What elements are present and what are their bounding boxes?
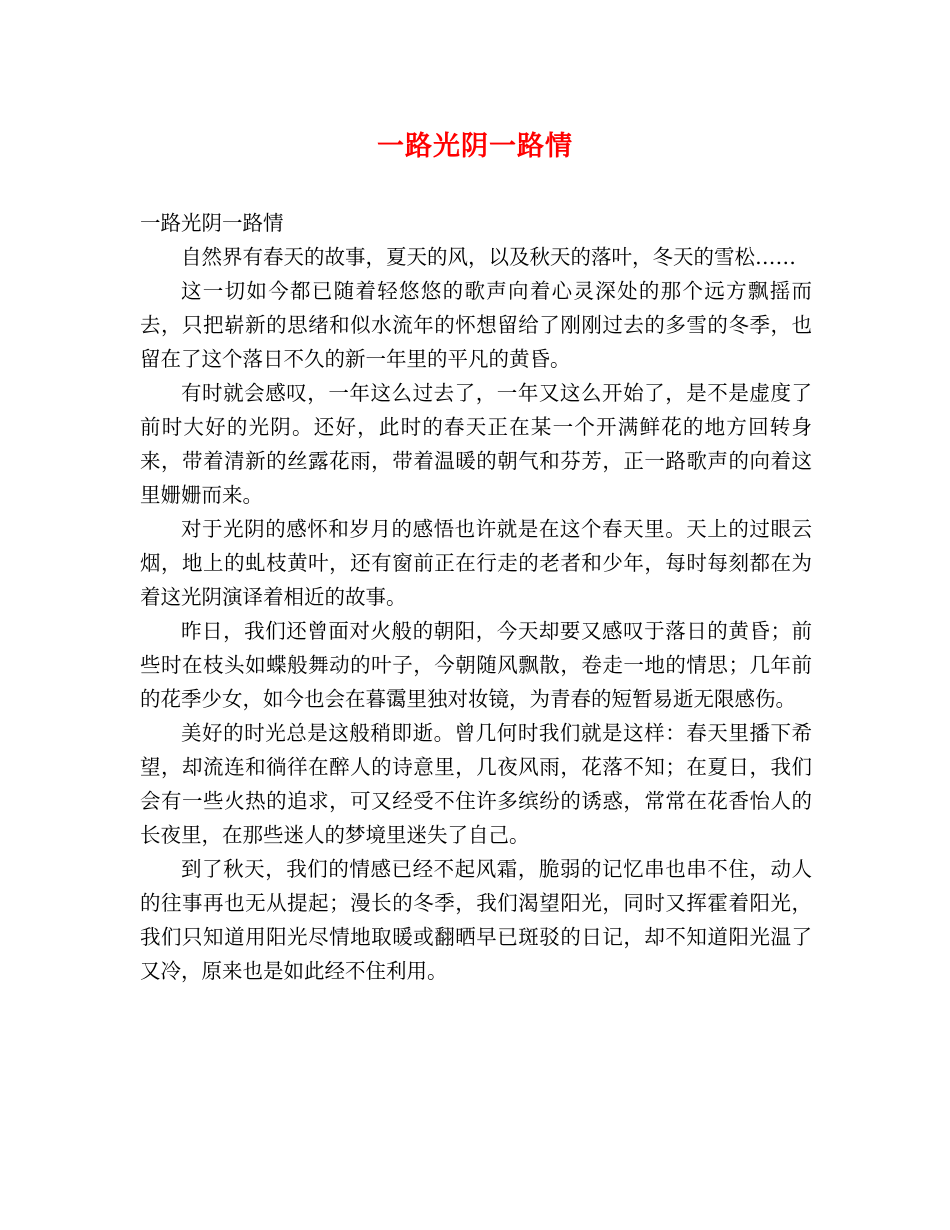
paragraph-1: 自然界有春天的故事，夏天的风，以及秋天的落叶，冬天的雪松…… — [181, 245, 796, 269]
document-title: 一路光阴一路情 — [377, 131, 573, 162]
paragraph-6: 美好的时光总是这般稍即逝。曾几何时我们就是这样：春天里播下希望，却流连和徜徉在醉人的诗意里，几夜风雨，花落不知；在夏日，我们会有一些火热的追求，可又经受不住许多缤纷的诱惑，常常在花香怡人的长夜里，在那些迷人的梦境里迷失了自己。 — [140, 721, 812, 847]
paragraph-7: 到了秋天，我们的情感已经不起风霜，脆弱的记忆串也串不住，动人的往事再也无从提起；漫长的冬季，我们渴望阳光，同时又挥霍着阳光，我们只知道用阳光尽情地取暖或翻晒早已斑驳的日记，却不知道阳光温了又冷，原来也是如此经不住利用。 — [140, 857, 812, 983]
paragraph-5: 昨日，我们还曾面对火般的朝阳，今天却要又感叹于落日的黄昏；前些时在枝头如蝶般舞动的叶子，今朝随风飘散，卷走一地的情思；几年前的花季少女，如今也会在暮霭里独对妆镜，为青春的短暂易逝无限感伤。 — [140, 619, 812, 711]
paragraph-2: 这一切如今都已随着轻悠悠的歌声向着心灵深处的那个远方飘摇而去，只把崭新的思绪和似水流年的怀想留给了刚刚过去的多雪的冬季，也留在了这个落日不久的新一年里的平凡的黄昏。 — [140, 279, 812, 371]
document-body — [140, 206, 812, 988]
paragraph-4: 对于光阴的感怀和岁月的感悟也许就是在这个春天里。天上的过眼云烟，地上的虬枝黄叶，还有窗前正在行走的老者和少年，每时每刻都在为着这光阴演译着相近的故事。 — [140, 517, 812, 609]
document-subtitle: 一路光阴一路情 — [140, 211, 284, 235]
paragraph-3: 有时就会感叹，一年这么过去了，一年又这么开始了，是不是虚度了前时大好的光阴。还好，此时的春天正在某一个开满鲜花的地方回转身来，带着清新的丝露花雨，带着温暖的朝气和芬芳，正一路歌声的向着这里姗姗而来。 — [140, 381, 812, 507]
